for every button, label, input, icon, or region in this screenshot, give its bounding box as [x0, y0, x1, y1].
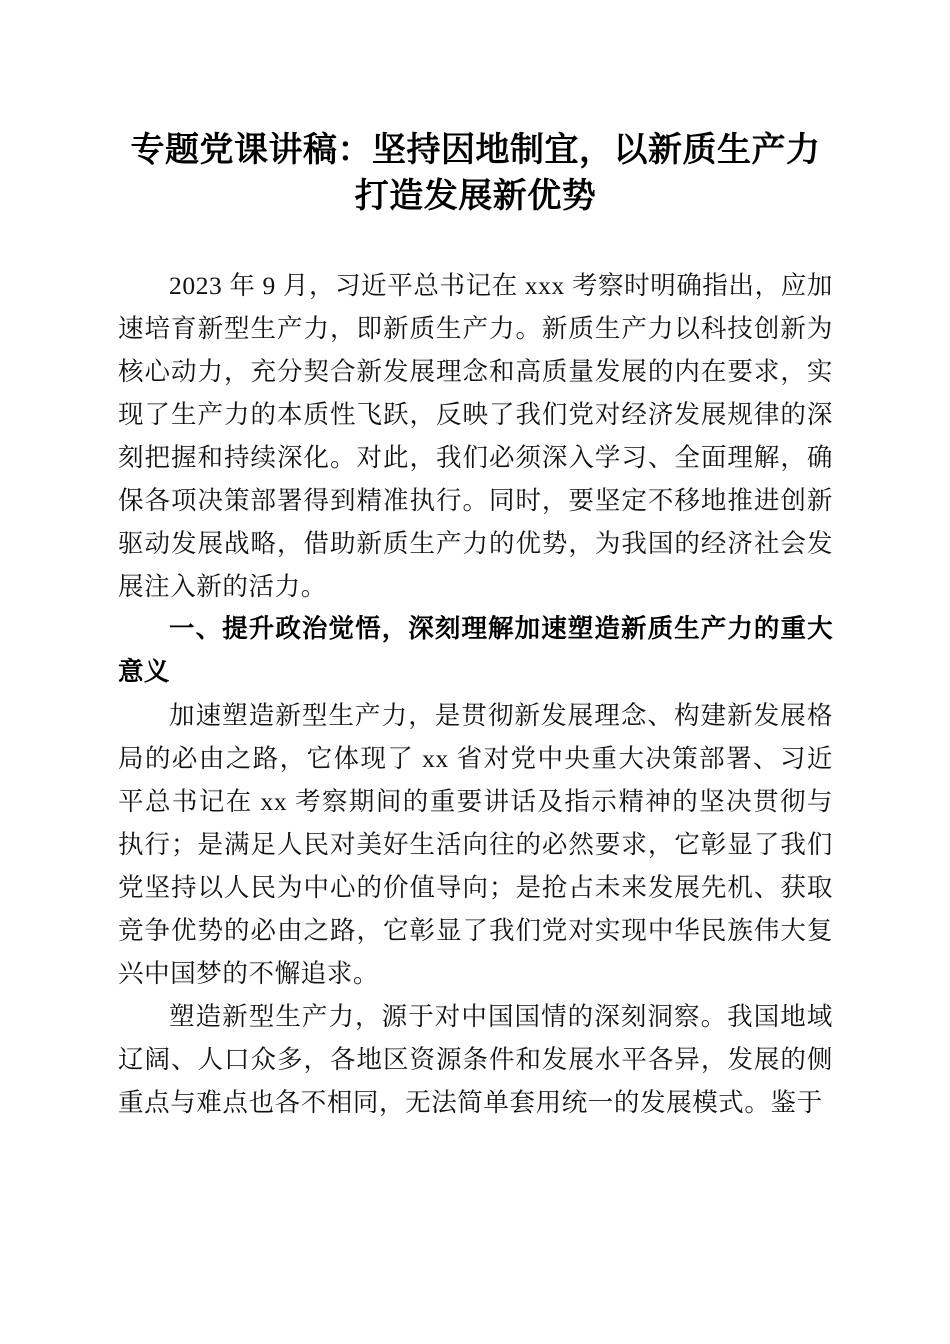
- section-heading-1: 一、提升政治觉悟，深刻理解加速塑造新质生产力的重大意义: [118, 615, 833, 686]
- page-title-line-2: 打造发展新优势: [354, 178, 597, 215]
- page-title: [118, 0, 833, 220]
- page-title-line-1: 专题党课讲稿：坚持因地制宜，以新质生产力: [130, 132, 821, 169]
- body-paragraph-1: 2023 年 9 月，习近平总书记在 xxx 考察时明确指出，应加速培育新型生产力，即新质生产力。新质生产力以科技创新为核心动力，充分契合新发展理念和高质量发展的内在要求，实现了生产力的本质性飞跃，反映了我们党对经济发展规律的深刻把握和持续深化。对此，我们必须深入学习、全面理解，确保各项决策部署得到精准执行。同时，要坚定不移地推进创新驱动发展战略，借助新质生产力的优势，为我国的经济社会发展注入新的活力。: [118, 271, 833, 601]
- body-paragraph-3: 塑造新型生产力，源于对中国国情的深刻洞察。我国地域辽阔、人口众多，各地区资源条件和发展水平各异，发展的侧重点与难点也各不相同，无法简单套用统一的发展模式。鉴于: [118, 1002, 833, 1117]
- title-body-spacer: [118, 220, 833, 264]
- document-text-column: [118, 0, 833, 1124]
- body-paragraph-2: 加速塑造新型生产力，是贯彻新发展理念、构建新发展格局的必由之路，它体现了 xx 省对党中央重大决策部署、习近平总书记在 xx 考察期间的重要讲话及指示精神的坚决贯彻与执行；是满足人民对美好生活向往的必然要求，它彰显了我们党坚持以人民为中心的价值导向；是抢占未来发展先机、获取竞争优势的必由之路，它彰显了我们党对实现中华民族伟大复兴中国梦的不懈追求。: [118, 701, 833, 988]
